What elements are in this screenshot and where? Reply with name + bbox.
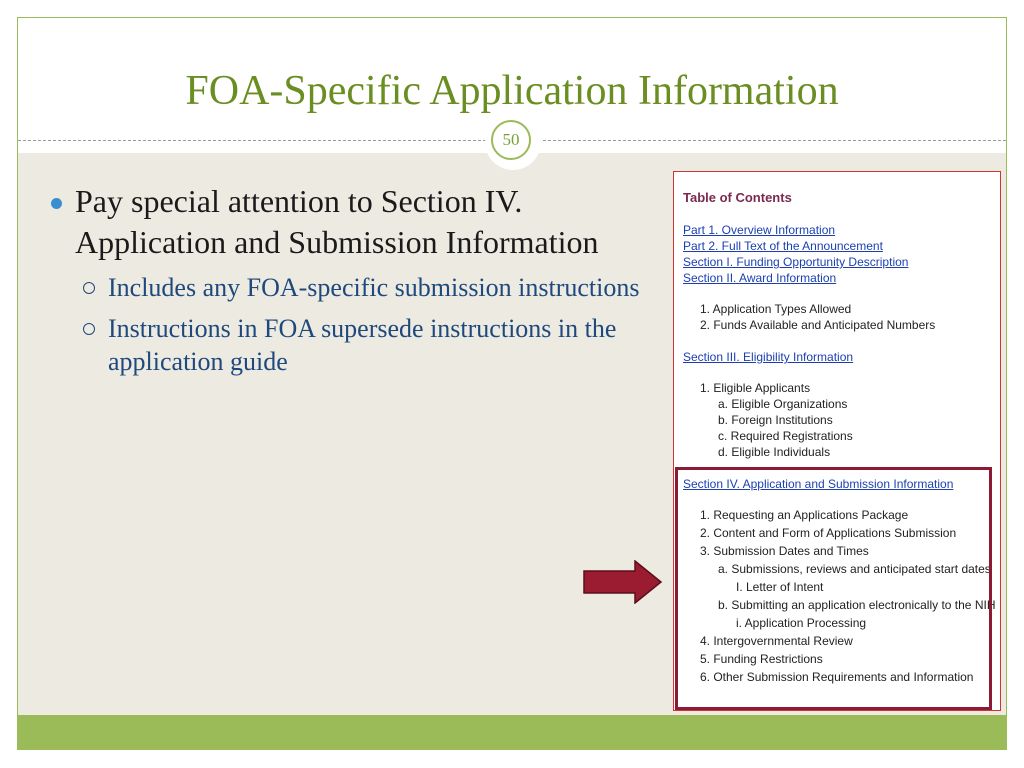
toc-item: 1. Requesting an Applications Package [700, 508, 909, 522]
sub-bullet-1-text: Includes any FOA-specific submission instructions [108, 273, 640, 302]
toc-subitem: a. Submissions, reviews and anticipated start dates [718, 562, 991, 576]
toc-link-part1[interactable]: Part 1. Overview Information [683, 223, 836, 237]
toc-item: 3. Submission Dates and Times [700, 544, 869, 558]
toc-subitem: d. Eligible Individuals [718, 445, 831, 459]
sub-bullet-ring-icon [83, 323, 95, 335]
toc-link-part2[interactable]: Part 2. Full Text of the Announcement [683, 239, 883, 253]
toc-item: 2. Content and Form of Applications Submission [700, 526, 957, 540]
toc-link-section1[interactable]: Section I. Funding Opportunity Description [683, 255, 909, 269]
sub-bullet-2-text: Instructions in FOA supersede instructions in the application guide [108, 314, 617, 376]
sub-bullet-1 [83, 271, 650, 304]
bullet-list [50, 181, 650, 378]
toc-subsubitem: i. Application Processing [736, 616, 867, 630]
bullet-main-text: Pay special attention to Section IV. Application and Submission Information [75, 183, 599, 260]
right-arrow-icon [583, 560, 663, 604]
toc-subitem: b. Submitting an application electronically to the NIH [718, 598, 996, 612]
toc-subsubitem: I. Letter of Intent [736, 580, 824, 594]
toc-subitem: a. Eligible Organizations [718, 397, 848, 411]
footer-bar [18, 715, 1006, 749]
toc-link-section4[interactable]: Section IV. Application and Submission Information [683, 477, 954, 491]
toc-heading: Table of Contents [683, 190, 792, 205]
slide-number-badge [485, 114, 541, 170]
bullet-dot-icon [51, 198, 62, 209]
toc-subitem: b. Foreign Institutions [718, 413, 833, 427]
toc-subitem: c. Required Registrations [718, 429, 853, 443]
toc-item: 4. Intergovernmental Review [700, 634, 853, 648]
toc-item: 1. Eligible Applicants [700, 381, 811, 395]
sub-bullet-2 [83, 312, 650, 378]
toc-link-section2[interactable]: Section II. Award Information [683, 271, 837, 285]
sub-bullet-ring-icon [83, 282, 95, 294]
toc-item: 1. Application Types Allowed [700, 302, 852, 316]
section-iv-highlight-box [675, 467, 992, 710]
toc-item: 6. Other Submission Requirements and Information [700, 670, 974, 684]
slide-number: 50 [491, 120, 531, 160]
toc-item: 2. Funds Available and Anticipated Numbers [700, 318, 936, 332]
slide-title: FOA-Specific Application Information [185, 68, 839, 114]
toc-item: 5. Funding Restrictions [700, 652, 823, 666]
toc-link-section3[interactable]: Section III. Eligibility Information [683, 350, 854, 364]
bullet-main [50, 181, 650, 263]
